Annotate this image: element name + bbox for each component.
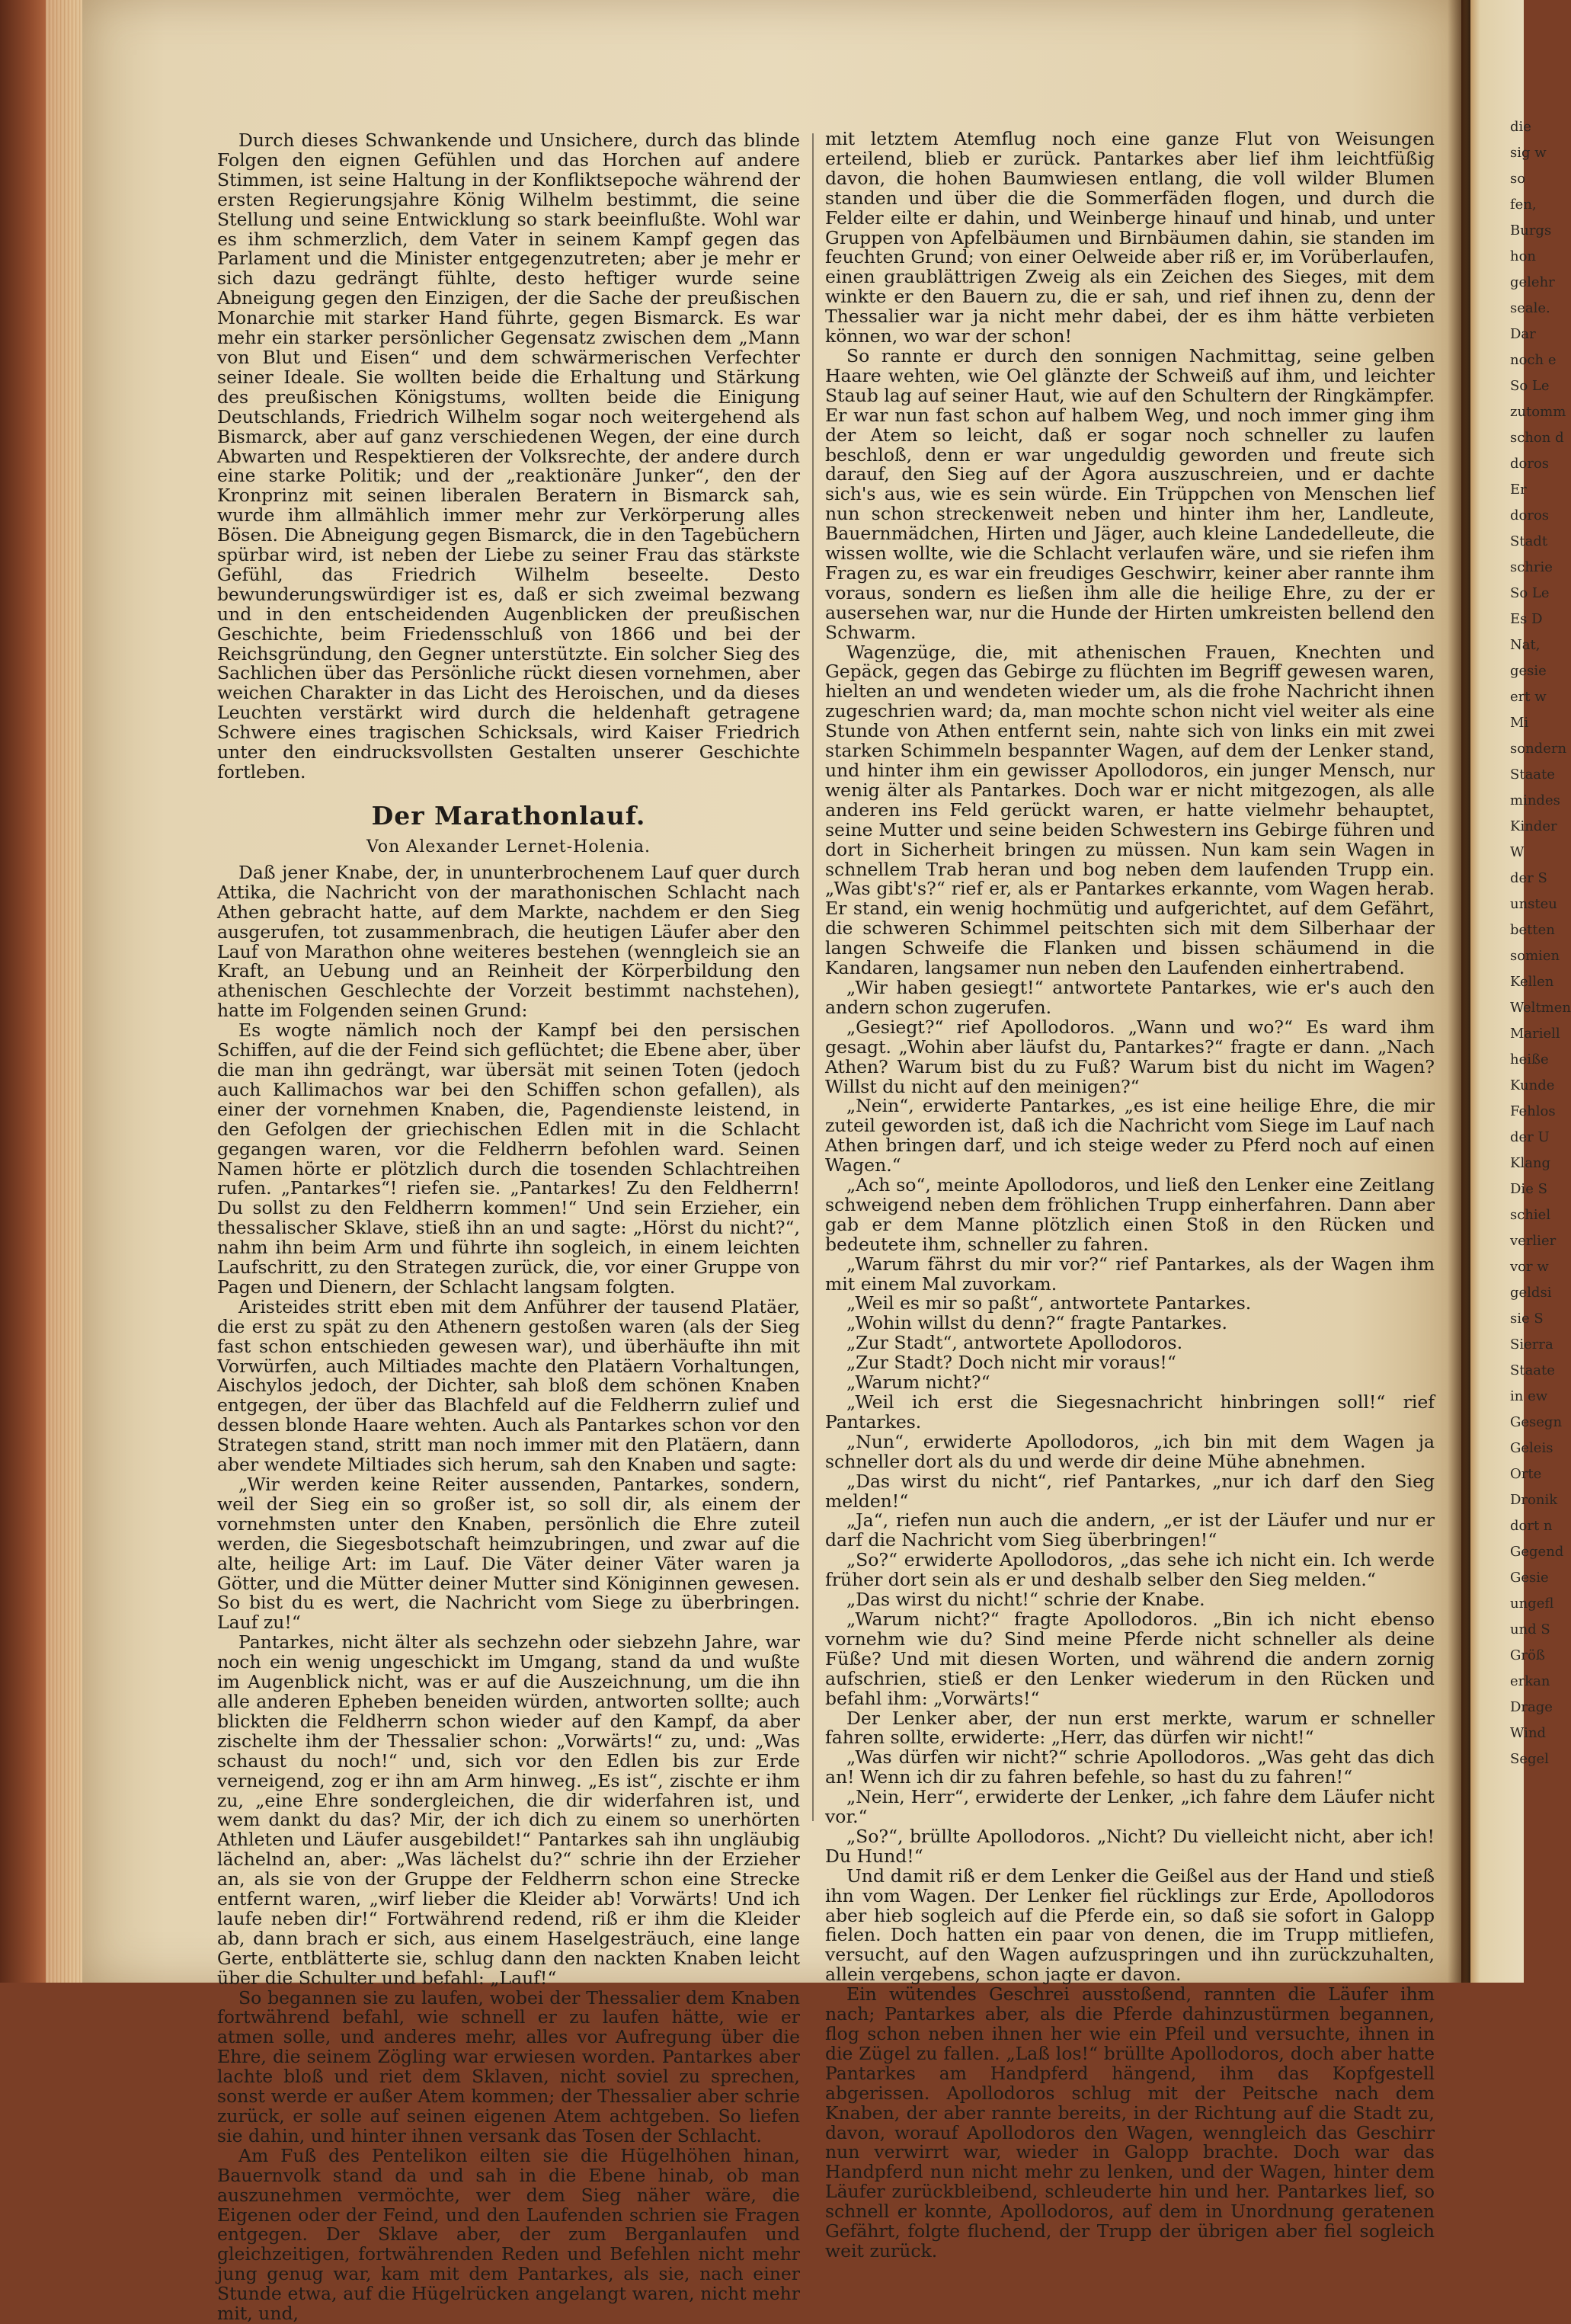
next-page-fragment: erkan [1510, 1673, 1550, 1689]
next-page-fragment: Drage [1510, 1699, 1553, 1715]
intro-paragraph: Durch dieses Schwankende und Unsichere, durch das blinde Folgen den eignen Gefühlen und das Horchen auf andere Stimmen, ist seine Haltung in der Konfliktsepoche während der ersten Regierungsjahre König Wilhelm bestimmt, die seine Stellung und seine Entwicklung so stark beeinflußte. Wohl war es ihm schmerzlich, dem Vater in seinem Kampf gegen das Parlament und die Minister entgegenzutreten; aber je mehr er sich dazu gedrängt fühlte, desto heftiger wurde seine Abneigung gegen den Einzigen, der die Sache der preußischen Monarchie mit starker Hand führte, gegen Bismarck. Es war mehr ein starker persönlicher Gegensatz zwischen dem „Mann von Blut und Eisen“ und dem schwärmerischen Verfechter seiner Ideale. Sie wollten beide die Erhaltung und Stärkung des preußischen Königstums, wollten beide die Einigung Deutschlands, Friedrich Wilhelm sogar noch weitergehend als Bismarck, aber auf ganz verschiedenen Wegen, der eine durch Abwarten und Respektieren der Volksrechte, der andere durch eine starke Politik; und der „reaktionäre Junker“, den der Kronprinz mit seinen liberalen Beratern in Bismarck sah, wurde ihm allmählich immer mehr zur Verkörperung alles Bösen. Die Abneigung gegen Bismarck, die in den Tagebüchern spürbar wird, ist neben der Liebe zu seiner Frau das stärkste Gefühl, das Friedrich Wilhelm beseelte. Desto bewunderungswürdiger ist es, daß er sich zweimal bezwang und in den entscheidenden Augenblicken der preußischen Geschichte, beim Friedensschluß von 1866 und bei der Reichsgründung, den Gegner unterstützte. Ein solcher Sieg des Sachlichen über das Persönliche rückt diesen vornehmen, aber weichen Charakter in das Licht des Heroischen, und da dieses Leuchten verstärkt wird durch die heldenhaft getragene Schwere eines tragischen Schicksals, wird Kaiser Friedrich unter den eindrucksvollsten Gestalten unserer Geschichte fortleben. [217, 130, 800, 783]
article-paragraph: Pantarkes, nicht älter als sechzehn oder siebzehn Jahre, war noch ein wenig ungeschickt im Umgang, stand da und wußte im Augenblick nicht, was er auf die Auszeichnung, um die ihn alle anderen Epheben beneiden würden, antworten sollte; auch blickten die Feldherrn schon wieder auf den Kampf, da aber zischelte ihm der Thessalier schon: „Vorwärts!“ zu, und: „Was schaust du noch!“ und, sich vor den Edlen bis zur Erde verneigend, zog er ihn am Arm hinweg. „Es ist“, zischte er ihm zu, „eine Ehre sondergleichen, die dir widerfahren ist, und wem dankt du das? Mir, der ich dich zu einem so unerhörten Athleten und Läufer ausgebildet!“ Pantarkes sah ihn ungläubig lächelnd an, aber: „Was lächelst du?“ schrie ihn der Erzieher an, als sie von der Gruppe der Feldherrn schon eine Strecke entfernt waren, „wirf lieber die Kleider ab! Vorwärts! Und ich laufe neben dir!“ Fortwährend redend, riß er ihm die Kleider ab, dann brach er sich, aus einem Haselgesträuch, eine lange Gerte, entblätterte sie, schlug dann den nackten Knaben leicht über die Schulter und befahl: „Lauf!“ [217, 1631, 800, 1989]
next-page-fragment: betten [1510, 922, 1555, 938]
article-paragraph: „Was dürfen wir nicht?“ schrie Apollodoros. „Was geht das dich an! Wenn ich dir zu fahren befehle, so hast du zu fahren!“ [825, 1746, 1435, 1788]
next-page-fragment: Gesie [1510, 1570, 1549, 1586]
article-paragraph: „Gesiegt?“ rief Apollodoros. „Wann und wo?“ Es ward ihm gesagt. „Wohin aber läufst du, Pantarkes?“ fragte er dann. „Nach Athen? Warum bist du zu Fuß? Warum bist du nicht im Wagen? Willst du nicht auf den meinigen?“ [825, 1016, 1435, 1097]
next-page-fragment: W [1510, 844, 1525, 860]
next-page-fragment: Fehlos [1510, 1103, 1556, 1119]
article-paragraph: „Ja“, riefen nun auch die andern, „er ist der Läufer und nur er darf die Nachricht vom Sieg überbringen!“ [825, 1509, 1435, 1551]
article-paragraph: „Nein, Herr“, erwiderte der Lenker, „ich fahre dem Läufer nicht vor.“ [825, 1786, 1435, 1828]
next-page-fragment: Kunde [1510, 1077, 1555, 1093]
next-page-fragment: Gegend [1510, 1544, 1564, 1560]
article-paragraph: „Warum fährst du mir vor?“ rief Pantarkes, als der Wagen ihm mit einem Mal zuvorkam. [825, 1253, 1435, 1295]
next-page-fragment: Es D [1510, 611, 1543, 627]
next-page-fragment: Dar [1510, 326, 1536, 342]
next-page-fragment: Sierra [1510, 1336, 1553, 1352]
next-page-fragment: mindes [1510, 792, 1560, 808]
next-page-fragment: gesie [1510, 663, 1547, 679]
next-page-fragment: Dronik [1510, 1492, 1558, 1508]
next-page-fragment: schrie [1510, 559, 1553, 575]
next-page-fragment: hon [1510, 248, 1537, 264]
next-page-fragment: der S [1510, 870, 1547, 886]
next-page-fragment: Segel [1510, 1751, 1549, 1767]
next-page-fragment: ert w [1510, 689, 1547, 705]
article-paragraph: mit letztem Atemflug noch eine ganze Flut von Weisungen erteilend, blieb er zurück. Pantarkes aber lief ihm leichtfüßig davon, die hohen Baumwiesen entlang, die voll wilder Blumen standen und über die die Sommerfäden flogen, und durch die Felder eilte er dahin, und Weinberge hinauf und hinab, und unter Gruppen von Apfelbäumen und Birnbäumen dahin, sie standen im feuchten Grund; von einer Oelweide aber riß er, im Vorüberlaufen, einen graublättrigen Zweig als ein Zeichen des Sieges, mit dem winkte er den Bauern zu, die er sah, und rief ihnen zu, denn der Thessalier war ja nicht mehr dabei, der es ihm hätte verbieten können, wo war der schon! [825, 128, 1435, 347]
next-page-fragment: heiße [1510, 1052, 1549, 1068]
next-page-fragment: in ew [1510, 1388, 1548, 1404]
next-page-fragment: Die S [1510, 1181, 1547, 1197]
next-page-fragment: so [1510, 171, 1526, 187]
article-paragraph: „Das wirst du nicht“, rief Pantarkes, „nur ich darf den Sieg melden!“ [825, 1470, 1435, 1512]
article-paragraph: Es wogte nämlich noch der Kampf bei den persischen Schiffen, auf die der Feind sich geflüchtet; die Ebene aber, über die man ihn gedrängt, war übersät mit seinen Toten (jedoch auch Kallimachos war bei den Schiffen schon gefallen), als einer der vornehmen Knaben, die, Pagendienste leistend, in den Gefolgen der griechischen Edlen mit in die Schlacht gegangen waren, vor die Feldherrn befohlen ward. Seinen Namen hörte er plötzlich durch die tosenden Schlachtreihen rufen. „Pantarkes“! riefen sie. „Pantarkes! Zu den Feldherrn! Du sollst zu den Feldherrn kommen!“ Und sein Erzieher, ein thessalischer Sklave, stieß ihn an und sagte: „Hörst du nicht?“, nahm ihn beim Arm und führte ihn sogleich, in einem leichten Laufschritt, zu den Strategen zurück, die, vor einer Gruppe von Pagen und Dienern, der Schlacht langsam folgten. [217, 1020, 800, 1298]
next-page-fragment: seale. [1510, 300, 1550, 316]
article-paragraph: „Nun“, erwiderte Apollodoros, „ich bin mit dem Wagen ja schneller dort als du und werde dir deine Mühe abnehmen. [825, 1430, 1435, 1472]
next-page-fragment: sondern [1510, 741, 1567, 757]
next-page-fragment: der U [1510, 1129, 1550, 1145]
next-page-fragment: Burgs [1510, 222, 1552, 238]
next-page-fragment: Geleis [1510, 1440, 1553, 1456]
next-page-fragment: noch e [1510, 352, 1557, 368]
next-page-fragment: zutomm [1510, 404, 1566, 420]
article-paragraph: „Zur Stadt“, antwortete Apollodoros. [846, 1332, 1183, 1354]
article-paragraph: Aristeides stritt eben mit dem Anführer der tausend Platäer, die erst zu spät zu den Athenern gestoßen waren (als der Sieg fast schon entschieden gewesen war), und überhäufte ihn mit Vorwürfen, auch Miltiades machte den Platäern Vorhaltungen, Aischylos jedoch, der Dichter, sah bloß dem schönen Knaben entgegen, der über das Blachfeld auf die Feldherrn zulief und dessen blonde Haare wehten. Auch als Pantarkes schon vor den Strategen stand, stritt man noch immer mit den Platäern, dann aber wendete Miltiades sich herum, sah den Knaben und sagte: [217, 1295, 800, 1476]
next-page-fragment: Er [1510, 482, 1527, 498]
article-paragraph: „Nein“, erwiderte Pantarkes, „es ist eine heilige Ehre, die mir zuteil geworden ist, daß ich die Nachricht vom Siege im Lauf nach Athen bringen darf, und ich steige weder zu Pferd noch auf einen Wagen.“ [825, 1095, 1435, 1176]
left-column [217, 131, 800, 2324]
next-page-fragment: Größ [1510, 1647, 1545, 1663]
next-page-fragment: Kinder [1510, 818, 1557, 834]
article-paragraph: So begannen sie zu laufen, wobei der Thessalier dem Knaben fortwährend befahl, wie schnell er zu laufen hätte, wie er atmen solle, und anderes mehr, alles vor Aufregung über die Ehre, die seinem Zögling war erwiesen worden. Pantarkes aber lachte bloß und riet dem Sklaven, nicht soviel zu sprechen, sonst werde er außer Atem kommen; der Thessalier aber schrie zurück, er solle auf seinen eigenen Atem achtgeben. So liefen sie dahin, und hinter ihnen versank das Tosen der Schlacht. [217, 1986, 800, 2146]
article-paragraph: „Weil es mir so paßt“, antwortete Pantarkes. [846, 1292, 1252, 1314]
next-page-fragment: Klang [1510, 1155, 1551, 1171]
next-page-fragment: Nat, [1510, 637, 1541, 653]
binding-gutter [1448, 0, 1470, 1983]
article-paragraph: Wagenzüge, die, mit athenischen Frauen, Knechten und Gepäck, gegen das Gebirge zu flüchten im Begriff gewesen waren, hielten an und wendeten wieder um, als die frohe Nachricht ihnen zugeschrien ward; da, man mochte schon nicht viel weiter als eine Stunde von Athen entfernt sein, nahte sich von links ein mit zwei starken Schimmeln bespannter Wagen, auf dem der Lenker stand, und hinter ihm ein gewisser Apollodoros, ein junger Mensch, nur wenig älter als Pantarkes. Doch war er nicht mitgezogen, als alle anderen ins Feld gerückt waren, er hatte vielmehr behauptet, seine Mutter und seine beiden Schwestern ins Gebirge führen und dort in Sicherheit bringen zu müssen. Nun kam sein Wagen in schnellem Trab heran und bog neben dem laufenden Trupp ein. „Was gibt's?“ rief er, als er Pantarkes erkannte, vom Wagen herab. Er stand, ein wenig hochmütig und aufgerichtet, auf dem Gefährt, die schweren Schimmel peitschten sich mit dem Silberhaar der langen Schweife die Flanken und bissen schäumend in die Kandaren, langsamer nun neben den Laufenden einhertrabend. [825, 641, 1435, 979]
next-page-fragment: fen, [1510, 197, 1537, 213]
article-paragraph: „Wohin willst du denn?“ fragte Pantarkes. [846, 1312, 1227, 1334]
next-page-fragment: doros [1510, 507, 1550, 523]
article-paragraph: „Warum nicht?“ [846, 1372, 990, 1394]
next-page-fragment: verlier [1510, 1233, 1557, 1249]
article-paragraph: „Das wirst du nicht!“ schrie der Knabe. [846, 1589, 1205, 1611]
article-byline: Von Alexander Lernet-Holenia. [366, 837, 651, 856]
next-page-fragment: vor w [1510, 1259, 1549, 1275]
article-paragraph: Daß jener Knabe, der, in ununterbrochenem Lauf quer durch Attika, die Nachricht von der marathonischen Schlacht nach Athen gebracht hatte, auf dem Markte, nachdem er den Sieg ausgerufen, tot zusammenbrach, die heutigen Läufer aber den Lauf von Marathon ohne weiteres bestehen (wenngleich sie an Kraft, an Uebung und an Reinheit der Körperbildung den athenischen Geschlechte der Vorzeit bestimmt nachstehen), hatte im Folgenden seinen Grund: [217, 861, 800, 1022]
article-paragraph: „Weil ich erst die Siegesnachricht hinbringen soll!“ rief Pantarkes. [825, 1391, 1435, 1432]
article-paragraph: „So?“ erwiderte Apollodoros, „das sehe ich nicht ein. Ich werde früher dort sein als er und deshalb selber den Sieg melden.“ [825, 1549, 1435, 1591]
next-page-fragment: sig w [1510, 145, 1547, 161]
next-page-fragment: Staate [1510, 1362, 1555, 1378]
next-page-fragment: geldsi [1510, 1285, 1552, 1301]
next-page-fragment: Wind [1510, 1725, 1547, 1741]
next-page-fragment: und S [1510, 1621, 1550, 1637]
article-paragraph: Und damit riß er dem Lenker die Geißel aus der Hand und stieß ihn vom Wagen. Der Lenker fiel rücklings zur Erde, Apollodoros aber hieb sogleich auf die Pferde ein, so daß sie sofort in Galopp fielen. Doch hatten ein paar von denen, die im Trupp mitliefen, versucht, auf den Wagen aufzuspringen und ihn zurückzuhalten, allein vergebens, schon jagte er davon. [825, 1865, 1435, 1986]
article-paragraph: „Wir haben gesiegt!“ antwortete Pantarkes, wie er's auch den andern schon zugerufen. [825, 976, 1435, 1018]
article-paragraph: So rannte er durch den sonnigen Nachmittag, seine gelben Haare wehten, wie Oel glänzte der Schweiß auf ihm, und leichter Staub lag auf seiner Haut, wie auf den Schultern der Ringkämpfer. Er war nun fast schon auf halbem Weg, und noch immer ging ihm der Atem so leicht, daß er sogar noch schneller zu laufen beschloß, denn er war ungeduldig geworden und freute sich darauf, den Sieg auf der Agora auszuschreien, und er dachte sich's aus, wie es sein würde. Ein Trüppchen von Menschen lief nun schon streckenweit neben und hinter ihm her, Landleute, Bauernmädchen, Hirten und Jäger, auch kleine Landedelleute, die wissen wollte, wie die Schlacht verlaufen wäre, und sie riefen ihm Fragen zu, es war ein freudiges Geschwirr, keiner aber rannte ihm voraus, sondern es ließen ihm alle die heilige Ehre, zu der er ausersehen war, nur die Hunde der Hirten umkreisten bellend den Schwarm. [825, 344, 1435, 643]
page-edges [46, 0, 84, 1983]
next-page-fragment: Staate [1510, 767, 1555, 783]
article-title: Der Marathonlauf. [371, 800, 646, 831]
column-rule [812, 133, 814, 1821]
next-page-fragment: So Le [1510, 585, 1550, 601]
next-page-fragment: Kellen [1510, 974, 1554, 990]
next-page-fragment: unsteu [1510, 896, 1557, 912]
article-paragraph: „So?“, brüllte Apollodoros. „Nicht? Du vielleicht nicht, aber ich! Du Hund!“ [825, 1825, 1435, 1867]
article-paragraph: „Zur Stadt? Doch nicht mir voraus!“ [846, 1352, 1176, 1374]
next-page-fragment: Mariell [1510, 1026, 1560, 1042]
article-paragraph: Ein wütendes Geschrei ausstoßend, rannten die Läufer ihm nach; Pantarkes aber, als die Pferde dahinzustürmen begannen, flog schon neben ihnen her wie ein Pfeil und versuchte, ihnen in die Zügel zu fallen. „Laß los!“ brüllte Apollodoros, doch aber hatte Pantarkes am Handpferd hängend, ihm das Kopfgestell abgerissen. Apollodoros schlug mit der Peitsche nach dem Knaben, der aber rannte bereits, in der Richtung auf die Stadt zu, davon, worauf Apollodoros den Wagen, wenngleich das Geschirr nun verwirrt war, wieder in Galopp brachte. Doch war das Handpferd nun nicht mehr zu lenken, und der Wagen, hinter dem Läufer zurückbleibend, schleuderte hin und her. Pantarkes lief, so schnell er konnte, Apollodoros, auf dem in Unordnung geratenen Gefährt, folgte fluchend, der Trupp der übrigen aber fiel sogleich weit zurück. [825, 1983, 1435, 2262]
next-page-fragment: gelehr [1510, 274, 1555, 290]
next-page-fragment: Weltmen [1510, 1000, 1571, 1016]
article-paragraph: Am Fuß des Pentelikon eilten sie die Hügelhöhen hinan, Bauernvolk stand da und sah in die Ebene hinab, ob man auszunehmen vermöchte, wer dem Sieg näher wäre, die Eigenen oder der Feind, und den Laufenden schrien sie Fragen entgegen. Der Sklave aber, der zum Berganlaufen und gleichzeitigen, fortwährenden Reden und Befehlen nicht mehr jung genug war, kam mit dem Pantarkes, als sie, nach einer Stunde etwa, auf die Hügelrücken angelangt waren, nicht mehr mit, und, [217, 2144, 800, 2324]
next-page-fragment: Mi [1510, 715, 1529, 731]
next-page-fragment: Orte [1510, 1466, 1542, 1482]
article-paragraph: „Ach so“, meinte Apollodoros, und ließ den Lenker eine Zeitlang schweigend neben dem fröhlichen Trupp einherfahren. Dann aber gab er dem Manne plötzlich einen Stoß in den Rücken und bedeutete ihm, schneller zu fahren. [825, 1174, 1435, 1255]
next-page-fragment: Gesegn [1510, 1414, 1563, 1430]
next-page-fragment: schon d [1510, 430, 1564, 446]
next-page-fragment: ungefl [1510, 1596, 1554, 1612]
next-page-fragment: schiel [1510, 1207, 1551, 1223]
next-page-fragment: die [1510, 119, 1531, 135]
article-paragraph: Der Lenker aber, der nun erst merkte, warum er schneller fahren sollte, erwiderte: „Herr, das dürfen wir nicht!“ [825, 1707, 1435, 1749]
next-page-fragment: So Le [1510, 378, 1550, 394]
right-column [825, 130, 1435, 2262]
next-page-fragment: doros [1510, 456, 1550, 472]
next-page-fragment: Stadt [1510, 533, 1548, 549]
next-page-fragment: dort n [1510, 1518, 1553, 1534]
article-paragraph: „Wir werden keine Reiter aussenden, Pantarkes, sondern, weil der Sieg ein so großer ist, so soll dir, als einem der vornehmsten unter den Knaben, persönlich die Ehre zuteil werden, die Siegesbotschaft heimzubringen, und zwar auf die alte, heilige Art: im Lauf. Die Väter deiner Väter waren ja Götter, und die Mütter deiner Mutter sind Königinnen gewesen. So bist du es wert, die Nachricht vom Siege zu überbringen. Lauf zu!“ [217, 1474, 800, 1634]
next-page-fragment: somien [1510, 948, 1560, 964]
article-paragraph: „Warum nicht?“ fragte Apollodoros. „Bin ich nicht ebenso vornehm wie du? Sind meine Pferde nicht schneller als deine Füße? Und mit diesen Worten, und während die andern zornig aufschrien, stieß er den Lenker wiederum in den Rücken und befahl ihm: „Vorwärts!“ [825, 1608, 1435, 1709]
next-page-fragment: sie S [1510, 1311, 1544, 1327]
